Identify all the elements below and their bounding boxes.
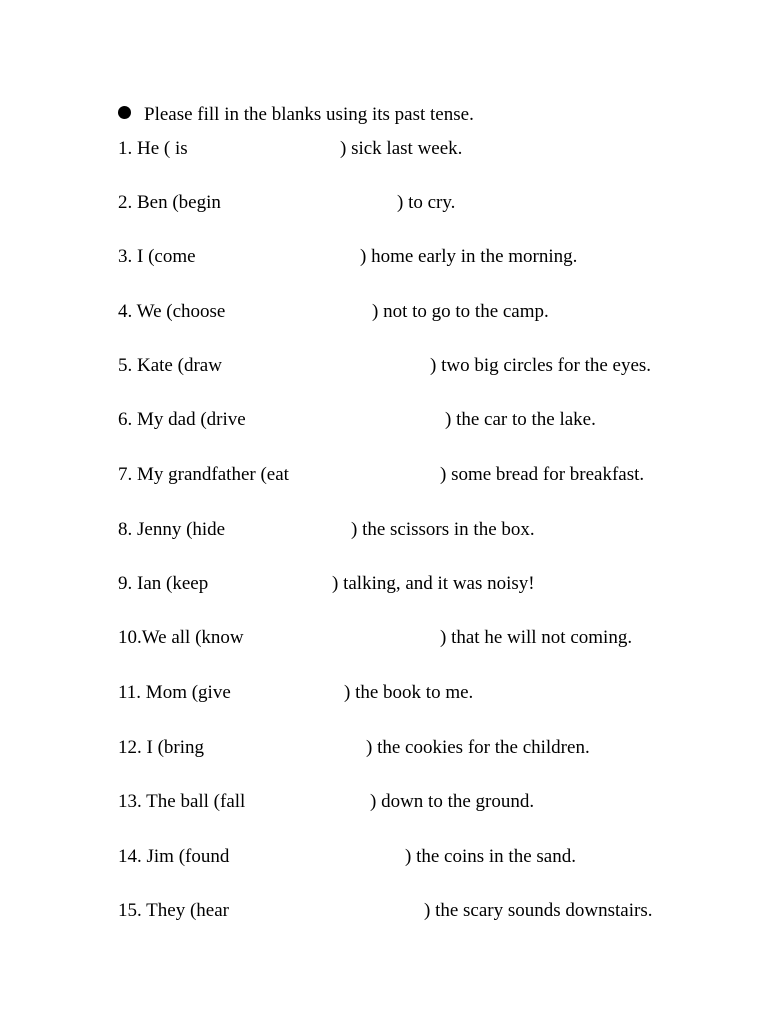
item-lead: 10.We all (know	[118, 627, 244, 648]
item-tail: ) down to the ground.	[370, 791, 535, 812]
item-tail: ) the car to the lake.	[445, 409, 596, 430]
item-tail: ) two big circles for the eyes.	[430, 355, 652, 376]
item-tail: ) the scary sounds downstairs.	[424, 900, 653, 921]
item-lead: 2. Ben (begin	[118, 192, 221, 213]
bullet-icon	[118, 106, 131, 119]
item-tail: ) some bread for breakfast.	[440, 464, 645, 485]
item-lead: 8. Jenny (hide	[118, 519, 226, 540]
item-lead: 4. We (choose	[118, 301, 226, 322]
item-lead: 1. He ( is	[118, 138, 188, 159]
item-tail: ) sick last week.	[340, 138, 463, 159]
item-tail: ) the cookies for the children.	[366, 737, 590, 758]
item-tail: ) the scissors in the box.	[351, 519, 535, 540]
item-tail: ) home early in the morning.	[360, 246, 578, 267]
item-tail: ) the coins in the sand.	[405, 846, 576, 867]
item-tail: ) not to go to the camp.	[372, 301, 549, 322]
item-tail: ) that he will not coming.	[440, 627, 633, 648]
item-lead: 12. I (bring	[118, 737, 205, 758]
item-lead: 15. They (hear	[118, 900, 229, 921]
item-lead: 13. The ball (fall	[118, 791, 246, 812]
item-lead: 3. I (come	[118, 246, 196, 267]
item-lead: 5. Kate (draw	[118, 355, 222, 376]
item-lead: 9. Ian (keep	[118, 573, 209, 594]
item-lead: 6. My dad (drive	[118, 409, 246, 430]
item-lead: 14. Jim (found	[118, 846, 230, 867]
instruction	[118, 103, 474, 127]
item-lead: 11. Mom (give	[118, 682, 231, 703]
instruction-text: Please fill in the blanks using its past tense.	[144, 104, 474, 125]
item-tail: ) to cry.	[397, 192, 456, 213]
item-tail: ) talking, and it was noisy!	[332, 573, 535, 594]
item-tail: ) the book to me.	[344, 682, 474, 703]
item-lead: 7. My grandfather (eat	[118, 464, 289, 485]
